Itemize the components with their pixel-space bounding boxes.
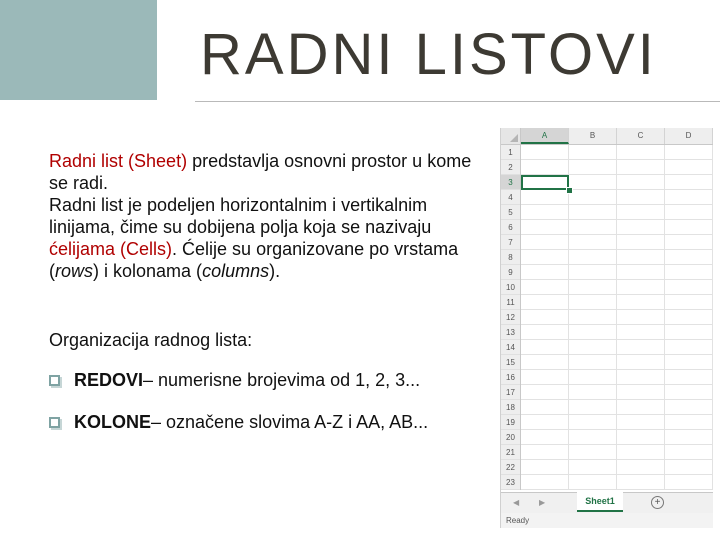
active-cell[interactable]	[521, 175, 569, 190]
row-header-23[interactable]: 23	[501, 475, 520, 490]
scroll-left-icon[interactable]: ◀	[513, 498, 520, 507]
cells-intro: Radni list je podeljen horizontalnim i vertikalnim linijama, čime su dobijena polja koja se nazivaju	[49, 195, 432, 237]
status-bar: Ready	[501, 513, 713, 528]
accent-block	[0, 0, 157, 100]
bullet-text: – označene slovima A-Z i AA, AB...	[151, 412, 429, 432]
paragraph-sheet	[49, 150, 489, 194]
row-header-18[interactable]: 18	[501, 400, 520, 415]
column-header-b[interactable]: B	[569, 128, 617, 144]
row-header-14[interactable]: 14	[501, 340, 520, 355]
plus-circle-icon[interactable]: +	[651, 496, 664, 509]
sheet-tab-bar	[501, 492, 713, 513]
row-header-7[interactable]: 7	[501, 235, 520, 250]
organization-label: Organizacija radnog lista:	[49, 330, 253, 350]
paragraph-cells	[49, 194, 489, 282]
row-headers	[501, 145, 521, 490]
cells-mid2: ) i kolonama (	[93, 261, 203, 281]
list-item	[49, 411, 489, 433]
columns-term: columns	[202, 261, 270, 281]
title-divider	[195, 101, 720, 102]
row-header-17[interactable]: 17	[501, 385, 520, 400]
spacer	[49, 282, 489, 329]
rows-term: rows	[55, 261, 94, 281]
row-header-13[interactable]: 13	[501, 325, 520, 340]
row-header-8[interactable]: 8	[501, 250, 520, 265]
spreadsheet-screenshot	[500, 128, 713, 528]
sheet-definition: predstavlja osnovni prostor u kome se radi.	[49, 151, 472, 193]
cells-mid: . Ćelije su organizovane po vrstama (	[49, 239, 459, 281]
row-header-1[interactable]: 1	[501, 145, 520, 160]
bullet-list	[49, 369, 489, 433]
cell-grid[interactable]	[521, 145, 713, 490]
row-header-2[interactable]: 2	[501, 160, 520, 175]
row-header-22[interactable]: 22	[501, 460, 520, 475]
row-header-19[interactable]: 19	[501, 415, 520, 430]
corner-triangle-icon	[510, 134, 518, 142]
row-header-5[interactable]: 5	[501, 205, 520, 220]
column-headers	[521, 128, 713, 145]
scroll-right-icon[interactable]: ▶	[539, 498, 546, 507]
row-header-3[interactable]: 3	[501, 175, 520, 190]
body-text	[49, 150, 489, 433]
column-header-a[interactable]: A	[521, 128, 569, 144]
row-header-12[interactable]: 12	[501, 310, 520, 325]
row-header-15[interactable]: 15	[501, 355, 520, 370]
cells-end: ).	[269, 261, 281, 281]
row-header-4[interactable]: 4	[501, 190, 520, 205]
row-header-20[interactable]: 20	[501, 430, 520, 445]
list-item	[49, 369, 489, 391]
select-all-corner[interactable]	[501, 128, 521, 145]
sheet-term: Radni list (Sheet)	[49, 151, 188, 171]
row-header-16[interactable]: 16	[501, 370, 520, 385]
bullet-heading: REDOVI	[74, 370, 144, 390]
row-header-10[interactable]: 10	[501, 280, 520, 295]
sheet-tab[interactable]: Sheet1	[577, 492, 623, 512]
row-header-21[interactable]: 21	[501, 445, 520, 460]
square-bullet-icon	[49, 417, 60, 428]
column-header-c[interactable]: C	[617, 128, 665, 144]
fill-handle[interactable]	[566, 187, 573, 194]
bullet-heading: KOLONE	[74, 412, 152, 432]
row-header-6[interactable]: 6	[501, 220, 520, 235]
cells-term: ćelijama (Cells)	[49, 239, 173, 259]
row-header-9[interactable]: 9	[501, 265, 520, 280]
bullet-text: – numerisne brojevima od 1, 2, 3...	[143, 370, 421, 390]
slide-title: RADNI LISTOVI	[200, 22, 657, 87]
column-header-d[interactable]: D	[665, 128, 713, 144]
row-header-11[interactable]: 11	[501, 295, 520, 310]
square-bullet-icon	[49, 375, 60, 386]
